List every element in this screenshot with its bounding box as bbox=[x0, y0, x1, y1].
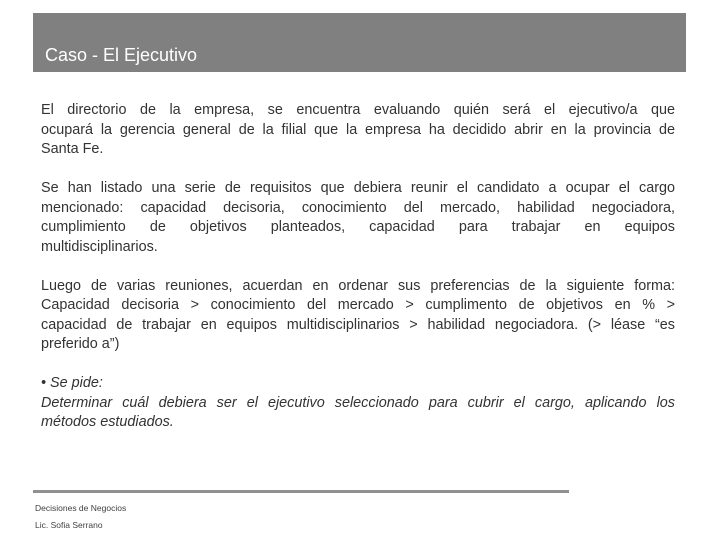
title-bar bbox=[33, 13, 686, 72]
paragraph-line: El directorio de la empresa, se encuentra evaluando quién será el ejecutivo/a que bbox=[41, 102, 675, 118]
paragraph-line: Capacidad decisoria > conocimiento del mercado > cumplimento de objetivos en % > bbox=[41, 297, 675, 313]
task-bullet: • Se pide: bbox=[41, 375, 103, 391]
paragraph-line: cumplimiento de objetivos planteados, capacidad para trabajar en equipos bbox=[41, 219, 675, 235]
footer-divider bbox=[33, 490, 569, 493]
paragraph-line: ocupará la gerencia general de la filial que la empresa ha decidido abrir en la provincia de bbox=[41, 121, 675, 138]
paragraph-context bbox=[41, 101, 675, 160]
task-block bbox=[41, 374, 675, 433]
slide-title: Caso - El Ejecutivo bbox=[45, 45, 198, 65]
task-line: métodos estudiados. bbox=[41, 414, 174, 430]
paragraph-line: capacidad de trabajar en equipos multidisciplinarios > habilidad negociadora. (> léase “es bbox=[41, 316, 675, 333]
footer-author: Lic. Sofia Serrano bbox=[35, 520, 103, 530]
paragraph-line: preferido a”) bbox=[41, 336, 120, 352]
paragraph-line: Se han listado una serie de requisitos que debiera reunir el candidato a ocupar el cargo bbox=[41, 180, 675, 196]
paragraph-line: multidisciplinarios. bbox=[41, 238, 158, 255]
footer-course: Decisiones de Negocios bbox=[35, 503, 127, 513]
paragraph-requirements bbox=[41, 179, 675, 257]
slide-content bbox=[41, 101, 675, 452]
paragraph-line: Santa Fe. bbox=[41, 141, 104, 157]
paragraph-preferences bbox=[41, 277, 675, 355]
paragraph-line: mencionado: capacidad decisoria, conocimiento del mercado, habilidad negociadora, bbox=[41, 199, 675, 216]
task-line: Determinar cuál debiera ser el ejecutivo seleccionado para cubrir el cargo, aplicando los bbox=[41, 394, 675, 411]
paragraph-line: Luego de varias reuniones, acuerdan en ordenar sus preferencias de la siguiente forma: bbox=[41, 277, 675, 294]
